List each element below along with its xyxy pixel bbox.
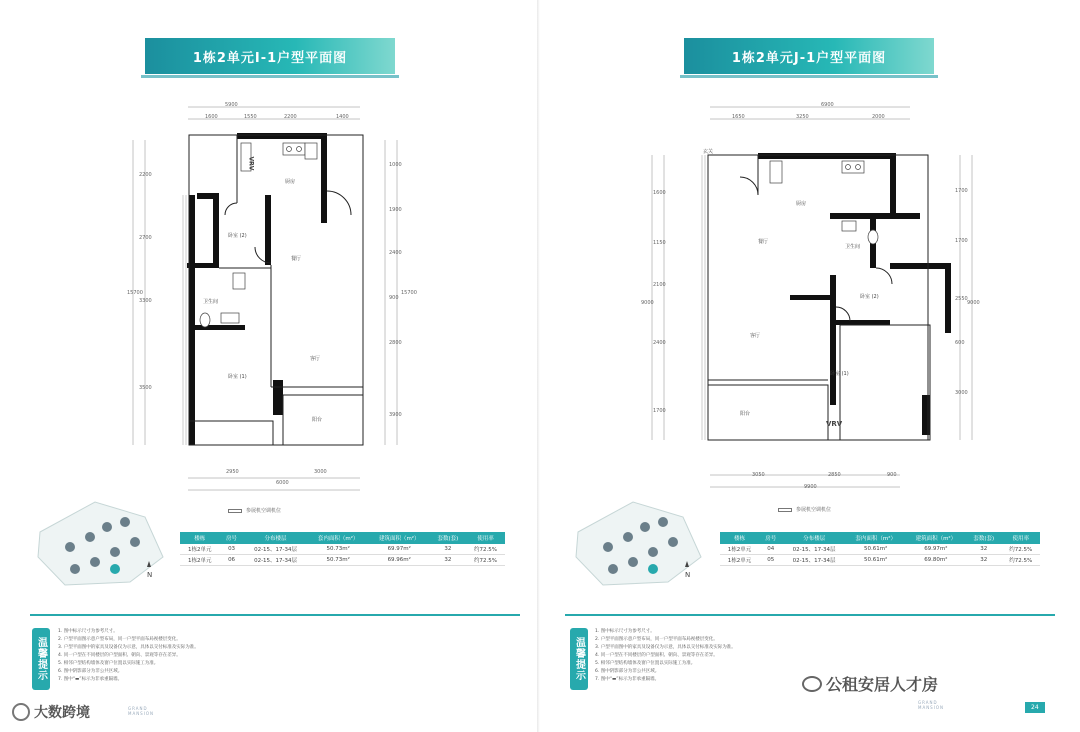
table-cell: 1栋2单元 (720, 544, 759, 555)
table-header-cell: 套数(套) (430, 532, 466, 544)
table-cell: 69.97m² (369, 544, 430, 555)
watermark-logo-icon (12, 703, 30, 721)
left-dim-top: 1600 (205, 114, 218, 120)
right-dim-left: 2400 (653, 340, 666, 346)
table-cell: 32 (966, 544, 1002, 555)
right-room-bedroom1: 卧室 (1) (830, 371, 849, 377)
right-room-bathroom: 卫生间 (845, 244, 861, 250)
right-watermark-text: 公租安居人才房 (826, 675, 939, 694)
table-header-row (720, 532, 1040, 544)
left-dim-right: 2800 (389, 340, 402, 346)
left-dim-bottom-total: 6000 (276, 480, 289, 486)
table-cell: 约72.5% (1002, 555, 1040, 566)
table-header-cell: 套数(套) (966, 532, 1002, 544)
left-dim-left-total: 15700 (127, 290, 143, 296)
table-cell: 约72.5% (1002, 544, 1040, 555)
table-row (720, 555, 1040, 566)
tip-item: 6. 图中阴影部分为非公共区域。 (58, 669, 123, 674)
right-dim-left: 1700 (653, 408, 666, 414)
brand-line: GRAND (128, 706, 148, 711)
right-tips-tag: 温馨提示 (570, 628, 588, 690)
left-vrv-label: VRV (247, 156, 255, 171)
legend-swatch (778, 508, 792, 512)
right-dim-right: 1700 (955, 238, 968, 244)
table-header-cell: 套内面积（m²） (846, 532, 906, 544)
left-tips-list (58, 628, 508, 684)
left-divider-line (30, 614, 520, 616)
left-room-kitchen: 厨房 (285, 179, 296, 185)
right-dim-right: 2550 (955, 296, 968, 302)
right-dim-left: 2100 (653, 282, 666, 288)
left-floorplan (125, 95, 425, 495)
left-dim-right: 1000 (389, 162, 402, 168)
left-dim-right-total: 15700 (401, 290, 417, 296)
left-dim-left: 2700 (139, 235, 152, 241)
table-header-cell: 房号 (759, 532, 783, 544)
right-dim-right: 600 (955, 340, 965, 346)
left-dim-left: 3300 (139, 298, 152, 304)
right-dim-top: 2000 (872, 114, 885, 120)
left-site-map (35, 497, 165, 587)
tip-item: 4. 同一户型在不同楼层的户型面积、朝向、景观等存在差异。 (595, 653, 718, 658)
tip-item: 1. 图中标示尺寸为参考尺寸。 (58, 629, 118, 634)
right-legend-text: 参展机空调机位 (796, 507, 832, 513)
right-watermark (802, 672, 938, 695)
tip-item: 2. 户型平面图示意户型布局，同一户型平面布局视楼层变化。 (58, 637, 181, 642)
table-cell: 50.61m² (846, 544, 906, 555)
right-dim-left-total: 9000 (641, 300, 654, 306)
table-cell: 32 (430, 544, 466, 555)
left-watermark-text: 大数跨境 (34, 705, 90, 721)
right-dim-top: 3250 (796, 114, 809, 120)
table-cell: 02-15、17-34层 (244, 555, 308, 566)
table-cell: 02-15、17-34层 (783, 544, 846, 555)
left-dim-top: 1550 (244, 114, 257, 120)
right-area-table (720, 532, 1040, 566)
brand-line: MANSION (918, 705, 945, 710)
right-dim-left: 1150 (653, 240, 666, 246)
right-dim-right: 1700 (955, 188, 968, 194)
table-cell: 1栋2单元 (180, 555, 220, 566)
right-vrv-label: VRV (826, 420, 843, 428)
table-header-cell: 房号 (220, 532, 244, 544)
left-dim-top-total: 5900 (225, 102, 238, 108)
tip-item: 3. 户型平面图中的家具及设备仅为示意，具体以交付标准及实际为准。 (58, 645, 199, 650)
left-brand-mark (128, 706, 154, 716)
right-room-balcony: 阳台 (740, 411, 751, 417)
table-cell: 50.73m² (308, 544, 369, 555)
left-room-balcony: 阳台 (312, 417, 323, 423)
table-cell: 50.73m² (308, 555, 369, 566)
right-page (540, 0, 1080, 732)
table-cell: 69.80m² (906, 555, 966, 566)
table-cell: 32 (966, 555, 1002, 566)
left-compass-n: N (147, 571, 153, 579)
right-floorplan (630, 95, 990, 495)
right-dim-bottom: 2850 (828, 472, 841, 478)
wechat-icon (802, 676, 822, 692)
right-dim-right-total: 9000 (967, 300, 980, 306)
table-header-cell: 套内面积（m²） (308, 532, 369, 544)
table-header-cell: 楼栋 (180, 532, 220, 544)
table-header-cell: 使用率 (1002, 532, 1040, 544)
right-room-bedroom2: 卧室 (2) (860, 294, 879, 300)
tip-item: 4. 同一户型在不同楼层的户型面积、朝向、景观等存在差异。 (58, 653, 181, 658)
table-cell: 04 (759, 544, 783, 555)
left-room-dining: 餐厅 (291, 256, 302, 262)
table-row (180, 555, 505, 566)
table-header-cell: 分布楼层 (783, 532, 846, 544)
table-cell: 1栋2单元 (180, 544, 220, 555)
right-dim-bottom: 900 (887, 472, 897, 478)
left-dim-bottom: 2950 (226, 469, 239, 475)
left-dim-top: 2200 (284, 114, 297, 120)
right-dim-bottom-total: 9900 (804, 484, 817, 490)
tip-item: 5. 相邻户型结构墙体及窗户位置以实际施工为准。 (595, 661, 696, 666)
tip-item: 7. 图中“▬”标示为非承重隔墙。 (58, 677, 123, 682)
left-watermark (12, 702, 90, 722)
left-dim-right: 3900 (389, 412, 402, 418)
table-row (180, 544, 505, 555)
right-divider-line (565, 614, 1055, 616)
left-dim-left: 3500 (139, 385, 152, 391)
left-room-bedroom1: 卧室 (1) (228, 374, 247, 380)
table-cell: 02-15、17-34层 (783, 555, 846, 566)
table-cell: 03 (220, 544, 244, 555)
left-room-bathroom: 卫生间 (203, 299, 219, 305)
brand-line: GRAND (918, 700, 938, 705)
table-cell: 1栋2单元 (720, 555, 759, 566)
left-legend (228, 507, 281, 514)
right-site-map (573, 497, 703, 587)
table-header-cell: 建筑面积（m²） (369, 532, 430, 544)
right-legend (778, 506, 831, 513)
table-cell: 69.97m² (906, 544, 966, 555)
left-dim-top: 1400 (336, 114, 349, 120)
table-cell: 32 (430, 555, 466, 566)
left-room-living: 客厅 (310, 356, 321, 362)
tip-item: 1. 图中标示尺寸为参考尺寸。 (595, 629, 655, 634)
table-cell: 05 (759, 555, 783, 566)
table-cell: 06 (220, 555, 244, 566)
table-cell: 02-15、17-34层 (244, 544, 308, 555)
right-dim-top-total: 6900 (821, 102, 834, 108)
left-room-bedroom2: 卧室 (2) (228, 233, 247, 239)
right-dim-bottom: 3050 (752, 472, 765, 478)
right-room-kitchen: 厨房 (796, 201, 807, 207)
table-header-row (180, 532, 505, 544)
tip-item: 5. 相邻户型结构墙体及窗户位置以实际施工为准。 (58, 661, 159, 666)
table-row (720, 544, 1040, 555)
table-header-cell: 楼栋 (720, 532, 759, 544)
right-compass-n: N (685, 571, 691, 579)
brand-line: MANSION (128, 711, 155, 716)
right-dim-left: 1600 (653, 190, 666, 196)
table-cell: 50.61m² (846, 555, 906, 566)
left-dim-bottom: 3000 (314, 469, 327, 475)
right-room-entry: 玄关 (703, 149, 714, 155)
left-dim-right: 1900 (389, 207, 402, 213)
table-cell: 69.96m² (369, 555, 430, 566)
right-floorplan-title: 1栋2单元J-1户型平面图 (684, 38, 934, 74)
left-legend-text: 参展机空调机位 (246, 508, 282, 514)
page-number: 24 (1025, 702, 1045, 713)
table-cell: 约72.5% (466, 555, 505, 566)
right-room-living: 客厅 (750, 333, 761, 339)
table-cell: 约72.5% (466, 544, 505, 555)
left-tips-tag: 温馨提示 (32, 628, 50, 690)
tip-item: 7. 图中“▬”标示为非承重隔墙。 (595, 677, 660, 682)
left-dim-left: 2200 (139, 172, 152, 178)
table-header-cell: 分布楼层 (244, 532, 308, 544)
legend-swatch (228, 509, 242, 513)
tip-item: 2. 户型平面图示意户型布局，同一户型平面布局视楼层变化。 (595, 637, 718, 642)
left-area-table (180, 532, 505, 566)
tip-item: 6. 图中阴影部分为非公共区域。 (595, 669, 660, 674)
table-header-cell: 使用率 (466, 532, 505, 544)
tip-item: 3. 户型平面图中的家具及设备仅为示意，具体以交付标准及实际为准。 (595, 645, 736, 650)
left-dim-right: 2400 (389, 250, 402, 256)
right-dim-top: 1650 (732, 114, 745, 120)
right-dim-right: 3000 (955, 390, 968, 396)
left-dim-right: 900 (389, 295, 399, 301)
right-brand-mark (918, 700, 944, 710)
table-header-cell: 建筑面积（m²） (906, 532, 966, 544)
left-floorplan-title: 1栋2单元I-1户型平面图 (145, 38, 395, 74)
right-room-dining: 餐厅 (758, 239, 769, 245)
